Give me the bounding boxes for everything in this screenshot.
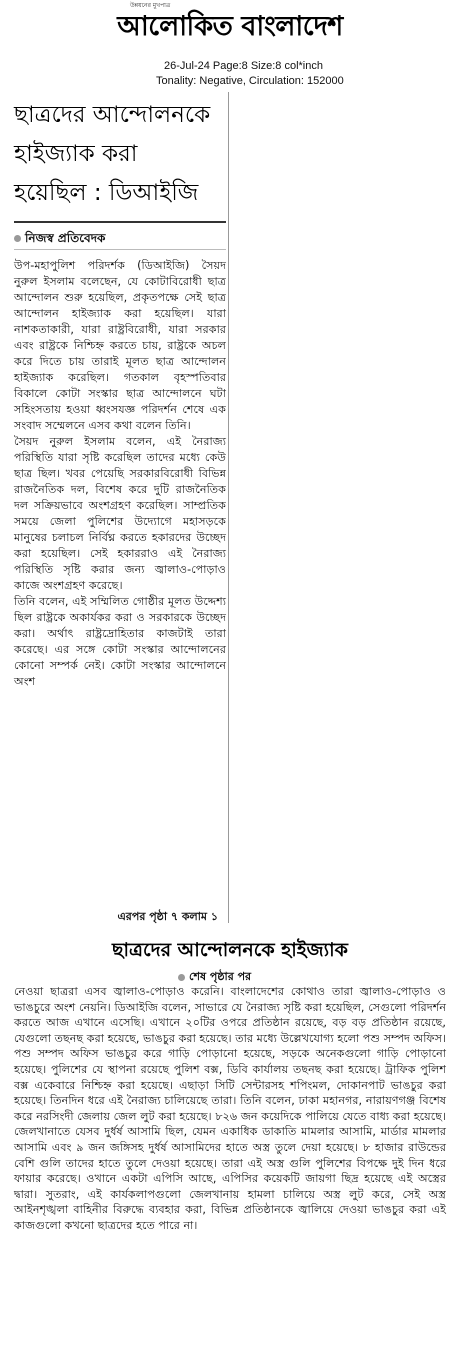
article-body	[14, 258, 226, 690]
clipping-meta-line-2: Tonality: Negative, Circulation: 152000	[156, 75, 344, 87]
bullet-dot-icon	[178, 974, 185, 981]
clipping-meta-line-1: 26-Jul-24 Page:8 Size:8 col*inch	[164, 60, 323, 72]
article-paragraph-2: সৈয়দ নুরুল ইসলাম বলেন, এই নৈরাজ্য পরিস্থিতি যারা সৃষ্টি করেছিল তাদের মধ্যে কেউ ছাত্র ছিল। খবর পেয়েছি সরকারবিরোধী বিভিন্ন রাজনৈতিক দল, বিশেষ করে দুটি রাজনৈতিক দল সক্রিয়ভাবে অংশগ্রহণ করেছিল। সাম্প্রতিক সময়ে জেলা পুলিশের উদ্যোগে মহাসড়কে মানুষের চলাচল নির্বিঘ্ন করতে হকারদের উচ্ছেদ করা হয়েছিল। সেই হকাররাও এই নৈরাজ্য পরিস্থিতি সৃষ্টি করার জন্য জ্বালাও-পোড়াও কাজে অংশগ্রহণ করেছে।	[14, 435, 226, 592]
byline-divider	[14, 249, 226, 250]
newspaper-logo: আলোকিত বাংলাদেশ	[117, 11, 343, 42]
continued-to-note: এরপর পৃষ্ঠা ৭ কলাম ১	[117, 910, 218, 923]
continuation-body: নেওয়া ছাত্ররা এসব জ্বালাও-পোড়াও করেনি। বাংলাদেশের কোথাও তারা জ্বালাও-পোড়াও ও ভাঙচুরে অংশ নেয়নি। ডিআইজি বলেন, সাভারে যে নৈরাজ্য সৃষ্টি করা হয়েছিল, সেগুলো পরিদর্শন করতে আজ এখানে এসেছি। এখানে ২০টির ওপরে প্রতিষ্ঠান রয়েছে, বড় বড় প্রতিষ্ঠান রয়েছে, যেগুলো তছনছ করা হয়েছে, ভাঙচুর করা হয়েছে। তার মধ্যে উল্লেখযোগ্য হলো পশু সম্পদ অফিস। পশু সম্পদ অফিস ভাঙচুর করে গাড়ি পোড়ানো হয়েছে, সড়কে অনেকগুলো গাড়ি পোড়ানো হয়েছে। পুলিশের যে স্থাপনা রয়েছে পুলিশ বক্স, ডিবি কার্যালয় তছনছ করা হয়েছে। ট্রাফিক পুলিশ বক্স একেবারে নিশ্চিহ্ন করা হয়েছে। এছাড়া সিটি সেন্টারসহ শপিংমল, দোকানপাট ভাঙচুর করা হয়েছে। তিনদিন ধরে এই নৈরাজ্য চালিয়েছে তারা। তিনি বলেন, ঢাকা মহানগর, নারায়ণগঞ্জ বিশেষ করে নরসিংদী জেলায় জেল লুট করা হয়েছে। ৮২৬ জন কয়েদিকে পালিয়ে যেতে বাধ্য করা হয়েছে। জেলখানাতে যেসব দুর্ধর্ষ আসামি ছিল, যেমন একাধিক ডাকাতি মামলার আসামি, মার্ডার মামলার আসামি এবং ৯ জন জঙ্গিসহ দুর্ধর্ষ আসামিদের হাতে অস্ত্র তুলে দেয়া হয়েছে। ৮ হাজার রাউন্ডের বেশি গুলি তাদের হাতে তুলে দেওয়া হয়েছে। তারা এই অস্ত্র গুলি পুলিশের বিপক্ষে দুই দিন ধরে ফায়ার করেছে। ওখানে একটা এপিসি আছে, এপিসির কয়েকটি জায়গা ছিদ্র হয়েছে এই অস্ত্রের দ্বারা। সুতরাং, এই কার্যকলাপগুলো জেলখানায় হামলা চালিয়ে অস্ত্র লুট করে, সেই অস্ত্র আইনশৃঙ্খলা বাহিনীর বিরুদ্ধে ব্যবহার করা, বিভিন্ন প্রতিষ্ঠানকে জ্বালিয়ে দেওয়া ভাঙচুর করা এই কাজগুলো কখনো ছাত্রদের হতে পারে না।	[14, 985, 446, 1232]
reporter-name: নিজস্ব প্রতিবেদক	[25, 231, 106, 245]
continuation-headline: ছাত্রদের আন্দোলনকে হাইজ্যাক	[112, 939, 348, 961]
article-headline	[14, 96, 226, 223]
article-clipping	[6, 92, 229, 923]
masthead	[0, 0, 460, 58]
article-paragraph-3: তিনি বলেন, এই সম্মিলিত গোষ্ঠীর মূলত উদ্দেশ্য ছিল রাষ্ট্রকে অকার্যকর করা ও সরকারকে উচ্ছেদ করা। অর্থাৎ রাষ্ট্রদ্রোহিতার কাজটাই তারা করেছে। এর সঙ্গে কোটা সংস্কার আন্দোলনের কোনো সম্পর্ক নেই। কোটা সংস্কার আন্দোলনে অংশ	[14, 595, 226, 688]
headline-line-1: ছাত্রদের আন্দোলনকে	[14, 102, 211, 128]
headline-line-3: হয়েছিল : ডিআইজি	[14, 180, 199, 206]
masthead-tagline: উন্নয়নের মুখপাত্র	[130, 2, 171, 9]
headline-line-2: হাইজ্যাক করা	[14, 141, 138, 167]
bullet-dot-icon	[14, 235, 21, 242]
continued-from-label: শেষ পৃষ্ঠার পর	[189, 970, 252, 983]
continuation-clipping	[0, 928, 460, 1348]
article-paragraph-1: উপ-মহাপুলিশ পরিদর্শক (ডিআইজি) সৈয়দ নুরুল ইসলাম বলেছেন, যে কোটাবিরোধী ছাত্র আন্দোলন শুরু হয়েছিল, প্রকৃতপক্ষে সেই ছাত্র আন্দোলন হাইজ্যাক করা হয়েছিল। যারা নাশকতাকারী, যারা রাষ্ট্রবিরোধী, যারা সরকার এবং রাষ্ট্রকে নিশ্চিহ্ন করতে চায়, রাষ্ট্রকে অচল করে দিতে চায় তারাই মূলত ছাত্র আন্দোলন হাইজ্যাক করেছিল। গতকাল বৃহস্পতিবার বিকালে কোটা সংস্কার ছাত্র আন্দোলনে ঘটা সহিংসতায় হওয়া ধ্বংসযজ্ঞ পরিদর্শন শেষে এক সংবাদ সম্মেলনে এসব কথা বলেন তিনি।	[14, 259, 226, 432]
reporter-byline	[14, 230, 105, 250]
